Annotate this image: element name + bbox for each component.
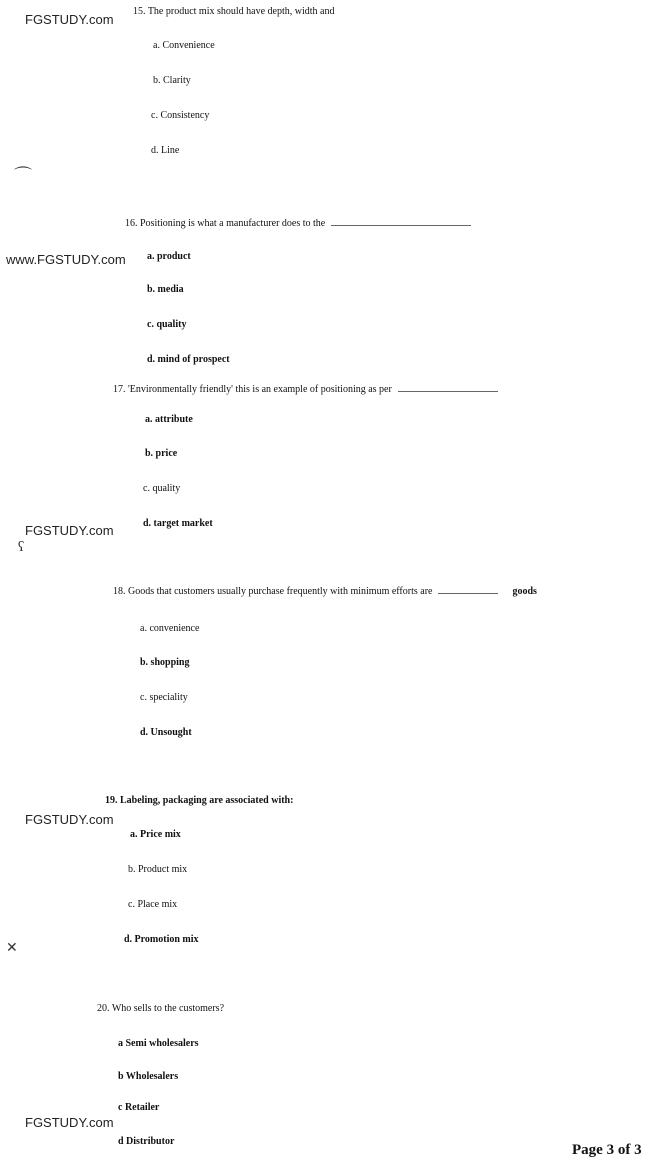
answer-blank [398, 383, 498, 392]
watermark: www.FGSTUDY.com [6, 252, 126, 267]
option: d Distributor [118, 1136, 175, 1147]
option: d. Line [151, 145, 180, 156]
question-20: 20. Who sells to the customers? [97, 1003, 225, 1014]
answer-blank [438, 585, 498, 594]
pen-mark-icon: ʕ [18, 540, 25, 555]
answer-blank [331, 217, 471, 226]
option: b. Product mix [128, 864, 188, 875]
question-15: 15. The product mix should have depth, width and [133, 6, 335, 17]
option: d. Unsought [140, 727, 192, 738]
option: c Retailer [118, 1102, 160, 1113]
option: c. quality [147, 319, 187, 330]
watermark: FGSTUDY.com [25, 523, 114, 538]
option: a Semi wholesalers [118, 1038, 199, 1049]
option: c. quality [143, 483, 181, 494]
pen-mark-icon: ⌒ [14, 166, 32, 186]
option: d. Promotion mix [124, 934, 199, 945]
page-number: Page 3 of 3 [572, 1142, 642, 1158]
option: d. mind of prospect [147, 354, 230, 365]
option: c. Place mix [128, 899, 178, 910]
pen-mark-icon: ✕ [6, 941, 18, 956]
option: a. product [147, 251, 191, 262]
option: a. Convenience [153, 40, 215, 51]
question-16 [125, 217, 471, 230]
option: a. convenience [140, 623, 200, 634]
question-text: 17. 'Environmentally friendly' this is an example of positioning as per [113, 384, 392, 395]
question-text: 16. Positioning is what a manufacturer does to the [125, 218, 326, 229]
option: b. media [147, 284, 184, 295]
question-text: 18. Goods that customers usually purchase frequently with minimum efforts are [113, 586, 433, 597]
watermark: FGSTUDY.com [25, 12, 114, 27]
question-suffix: goods [512, 586, 537, 597]
question-18 [113, 585, 537, 598]
option: b. price [145, 448, 178, 459]
option: b. Clarity [153, 75, 191, 86]
question-17 [113, 383, 498, 396]
option: b Wholesalers [118, 1071, 179, 1082]
option: c. speciality [140, 692, 188, 703]
watermark: FGSTUDY.com [25, 812, 114, 827]
option: c. Consistency [151, 110, 210, 121]
watermark: FGSTUDY.com [25, 1115, 114, 1130]
option: d. target market [143, 518, 213, 529]
option: b. shopping [140, 657, 190, 668]
question-19: 19. Labeling, packaging are associated with: [105, 795, 294, 806]
option: a. attribute [145, 414, 193, 425]
option: a. Price mix [130, 829, 181, 840]
